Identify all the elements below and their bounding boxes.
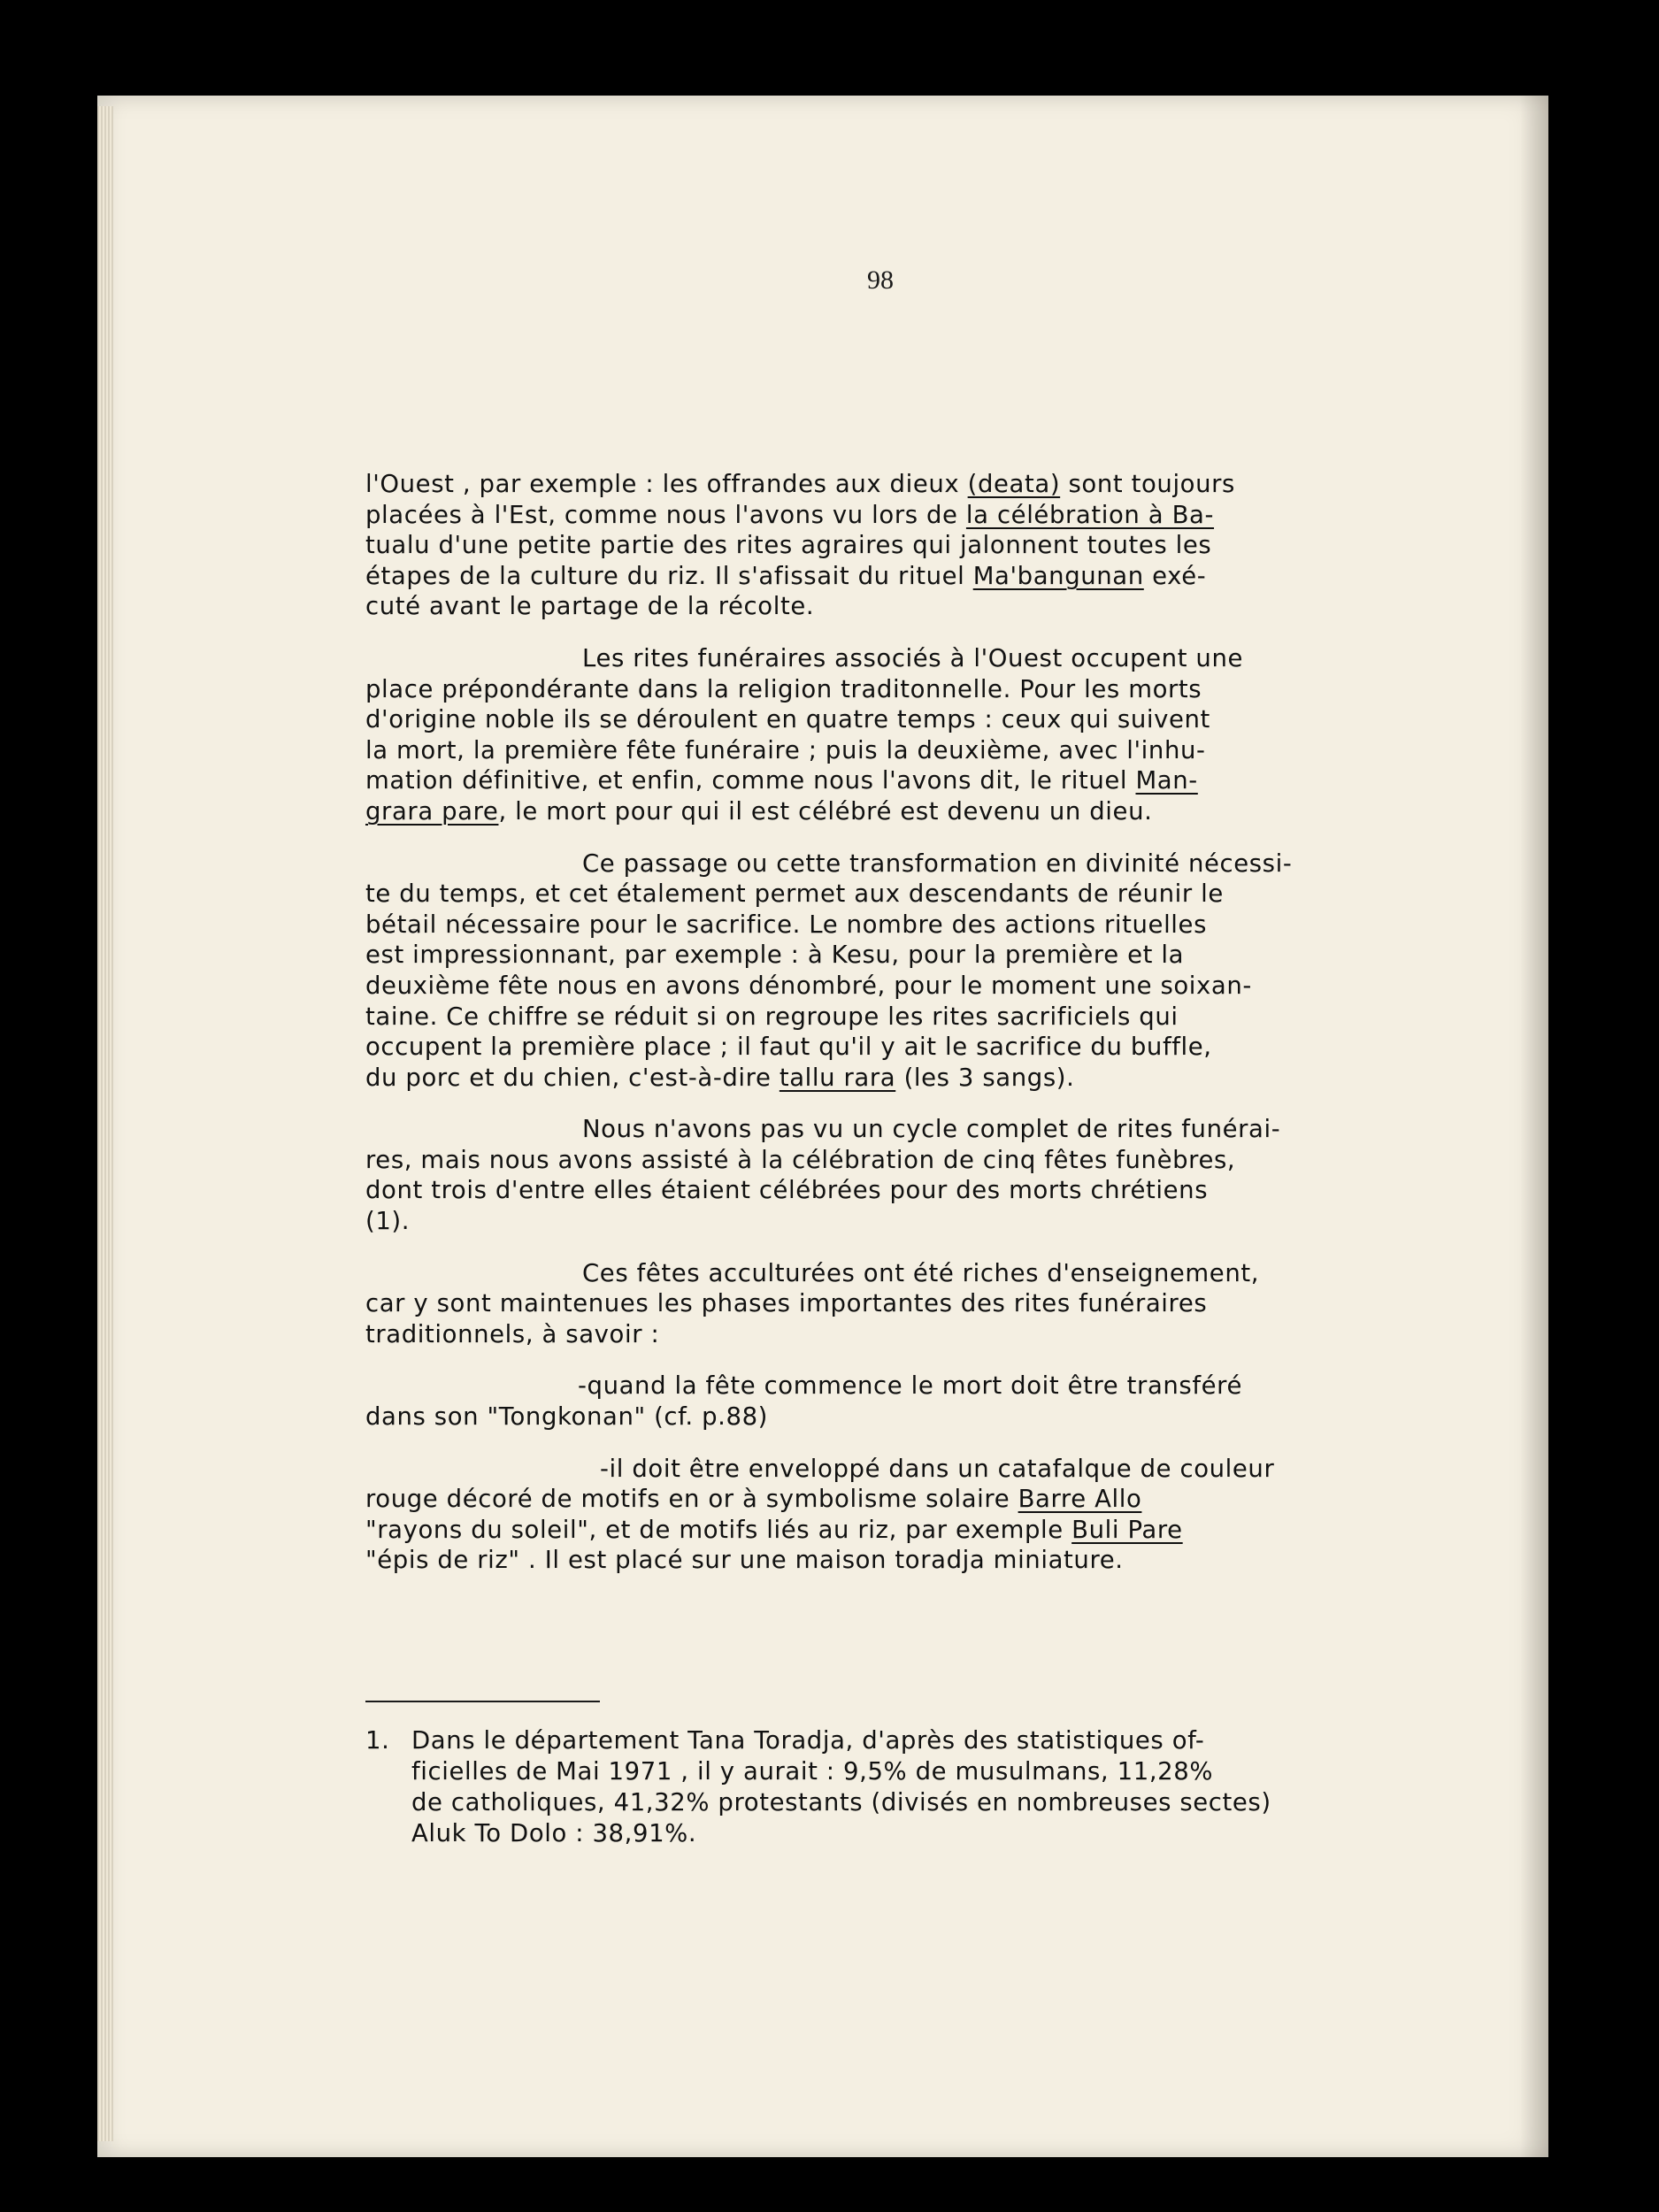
- text-line: [365, 1258, 1365, 1289]
- paragraph: [365, 1258, 1365, 1350]
- text-line: [365, 1402, 1365, 1432]
- text-run: taine. Ce chiffre se réduit si on regroupe les rites sacrificiels qui: [365, 1002, 1179, 1031]
- paragraph-gap: [365, 827, 1365, 849]
- text-run: (1).: [365, 1207, 411, 1236]
- paragraph: [365, 469, 1365, 622]
- text-line: [365, 674, 1365, 705]
- text-run: mation définitive, et enfin, comme nous l'avons dit, le rituel: [365, 766, 1136, 795]
- text-run: -il doit être enveloppé dans un catafalque de couleur: [600, 1454, 1275, 1483]
- text-line: [365, 1484, 1365, 1515]
- underlined-term: tallu rara: [779, 1063, 896, 1092]
- paragraph: [365, 1454, 1365, 1576]
- footnote-text: Aluk To Dolo : 38,91%.: [411, 1819, 697, 1847]
- text-line: [365, 940, 1365, 971]
- footnote-line: [365, 1818, 1427, 1849]
- text-line: [365, 971, 1365, 1002]
- text-run: te du temps, et cet étalement permet aux descendants de réunir le: [365, 879, 1224, 909]
- text-line: [365, 591, 1365, 622]
- text-line: [365, 1032, 1365, 1063]
- text-run: dans son "Tongkonan" (cf. p.88): [365, 1402, 769, 1432]
- footnote-line: [365, 1756, 1427, 1787]
- text-line: [365, 735, 1365, 766]
- text-run: étapes de la culture du riz. Il s'afissait du rituel: [365, 561, 973, 590]
- body-text: [365, 469, 1365, 1576]
- page-edges: [97, 106, 113, 2141]
- paragraph-gap: [365, 622, 1365, 643]
- underlined-term: Man-: [1135, 766, 1198, 795]
- text-line: [365, 1319, 1365, 1350]
- text-run: du porc et du chien, c'est-à-dire: [365, 1063, 780, 1092]
- paragraph: [365, 1114, 1365, 1236]
- text-line: [365, 1454, 1365, 1485]
- text-run: car y sont maintenues les phases importantes des rites funéraires: [365, 1289, 1208, 1318]
- underlined-term: (deata): [967, 470, 1061, 498]
- text-line: [365, 1175, 1365, 1206]
- text-run: deuxième fête nous en avons dénombré, pour le moment une soixan-: [365, 971, 1252, 1000]
- paragraph: [365, 643, 1365, 827]
- paragraph-gap: [365, 1237, 1365, 1258]
- text-line: [365, 1206, 1365, 1237]
- text-run: bétail nécessaire pour le sacrifice. Le nombre des actions rituelles: [365, 910, 1207, 939]
- underlined-term: Buli Pare: [1071, 1515, 1183, 1544]
- text-line: [365, 1371, 1365, 1402]
- footnote-line: [365, 1725, 1427, 1756]
- text-line: [365, 1515, 1365, 1546]
- text-run: "rayons du soleil", et de motifs liés au riz, par exemple: [365, 1515, 1072, 1544]
- text-run: est impressionnant, par exemple : à Kesu, pour la première et la: [365, 941, 1185, 970]
- text-line: [365, 1063, 1365, 1094]
- text-line: [365, 1545, 1365, 1576]
- underlined-term: Barre Allo: [1018, 1485, 1142, 1514]
- footnote-rule: [365, 1701, 600, 1702]
- text-run: exé-: [1143, 561, 1207, 590]
- text-run: place prépondérante dans la religion traditonnelle. Pour les morts: [365, 674, 1202, 703]
- text-run: d'origine noble ils se déroulent en quatre temps : ceux qui suivent: [365, 705, 1210, 734]
- text-line: [365, 765, 1365, 796]
- text-line: [365, 849, 1365, 879]
- text-run: Nous n'avons pas vu un cycle complet de rites funérai-: [582, 1115, 1281, 1144]
- text-line: [365, 1288, 1365, 1319]
- text-line: [365, 469, 1365, 500]
- page-spine-shadow: [1520, 96, 1548, 2157]
- text-line: [365, 879, 1365, 910]
- text-run: traditionnels, à savoir :: [365, 1319, 660, 1348]
- text-run: Ces fêtes acculturées ont été riches d'enseignement,: [582, 1258, 1260, 1287]
- paragraph-gap: [365, 1093, 1365, 1114]
- text-line: [365, 500, 1365, 531]
- text-run: tualu d'une petite partie des rites agraires qui jalonnent toutes les: [365, 531, 1212, 560]
- footnote-text: Dans le département Tana Toradja, d'après des statistiques of-: [411, 1726, 1205, 1755]
- text-run: Les rites funéraires associés à l'Ouest occupent une: [582, 643, 1244, 672]
- text-run: rouge décoré de motifs en or à symbolisme solaire: [365, 1485, 1018, 1514]
- text-run: (les 3 sangs).: [895, 1063, 1075, 1092]
- footnote-text: ficielles de Mai 1971 , il y aurait : 9,5% de musulmans, 11,28%: [411, 1757, 1214, 1786]
- text-line: [365, 704, 1365, 735]
- text-line: [365, 1114, 1365, 1145]
- footnote-text: de catholiques, 41,32% protestants (divisés en nombreuses sectes): [411, 1788, 1271, 1816]
- text-line: [365, 910, 1365, 941]
- text-run: occupent la première place ; il faut qu'il y ait le sacrifice du buffle,: [365, 1033, 1212, 1062]
- text-line: [365, 643, 1365, 674]
- paragraph: [365, 1371, 1365, 1432]
- text-line: [365, 1145, 1365, 1176]
- text-run: sont toujours: [1060, 470, 1235, 498]
- text-run: placées à l'Est, comme nous l'avons vu lors de: [365, 500, 966, 529]
- paragraph-gap: [365, 1349, 1365, 1371]
- underlined-term: grara pare: [365, 796, 499, 826]
- text-run: dont trois d'entre elles étaient célébrées pour des morts chrétiens: [365, 1176, 1209, 1205]
- underlined-term: la célébration à Ba-: [965, 500, 1215, 529]
- paragraph-gap: [365, 1432, 1365, 1454]
- text-run: Ce passage ou cette transformation en divinité nécessi-: [582, 849, 1293, 878]
- footnote-marker: 1.: [365, 1726, 390, 1755]
- text-line: [365, 530, 1365, 561]
- underlined-term: Ma'bangunan: [972, 561, 1144, 590]
- text-run: la mort, la première fête funéraire ; puis la deuxième, avec l'inhu-: [365, 735, 1206, 764]
- text-run: l'Ouest , par exemple : les offrandes aux dieux: [365, 470, 968, 498]
- paragraph: [365, 849, 1365, 1094]
- text-line: [365, 796, 1365, 827]
- text-run: "épis de riz" . Il est placé sur une maison toradja miniature.: [365, 1546, 1124, 1575]
- text-line: [365, 561, 1365, 592]
- page-number: 98: [867, 265, 894, 295]
- text-run: res, mais nous avons assisté à la célébration de cinq fêtes funèbres,: [365, 1145, 1236, 1174]
- footnote: [365, 1725, 1427, 1849]
- text-run: -quand la fête commence le mort doit être transféré: [578, 1371, 1242, 1401]
- footnote-line: [365, 1787, 1427, 1818]
- text-line: [365, 1002, 1365, 1033]
- text-run: cuté avant le partage de la récolte.: [365, 592, 815, 621]
- text-run: , le mort pour qui il est célébré est devenu un dieu.: [498, 796, 1153, 826]
